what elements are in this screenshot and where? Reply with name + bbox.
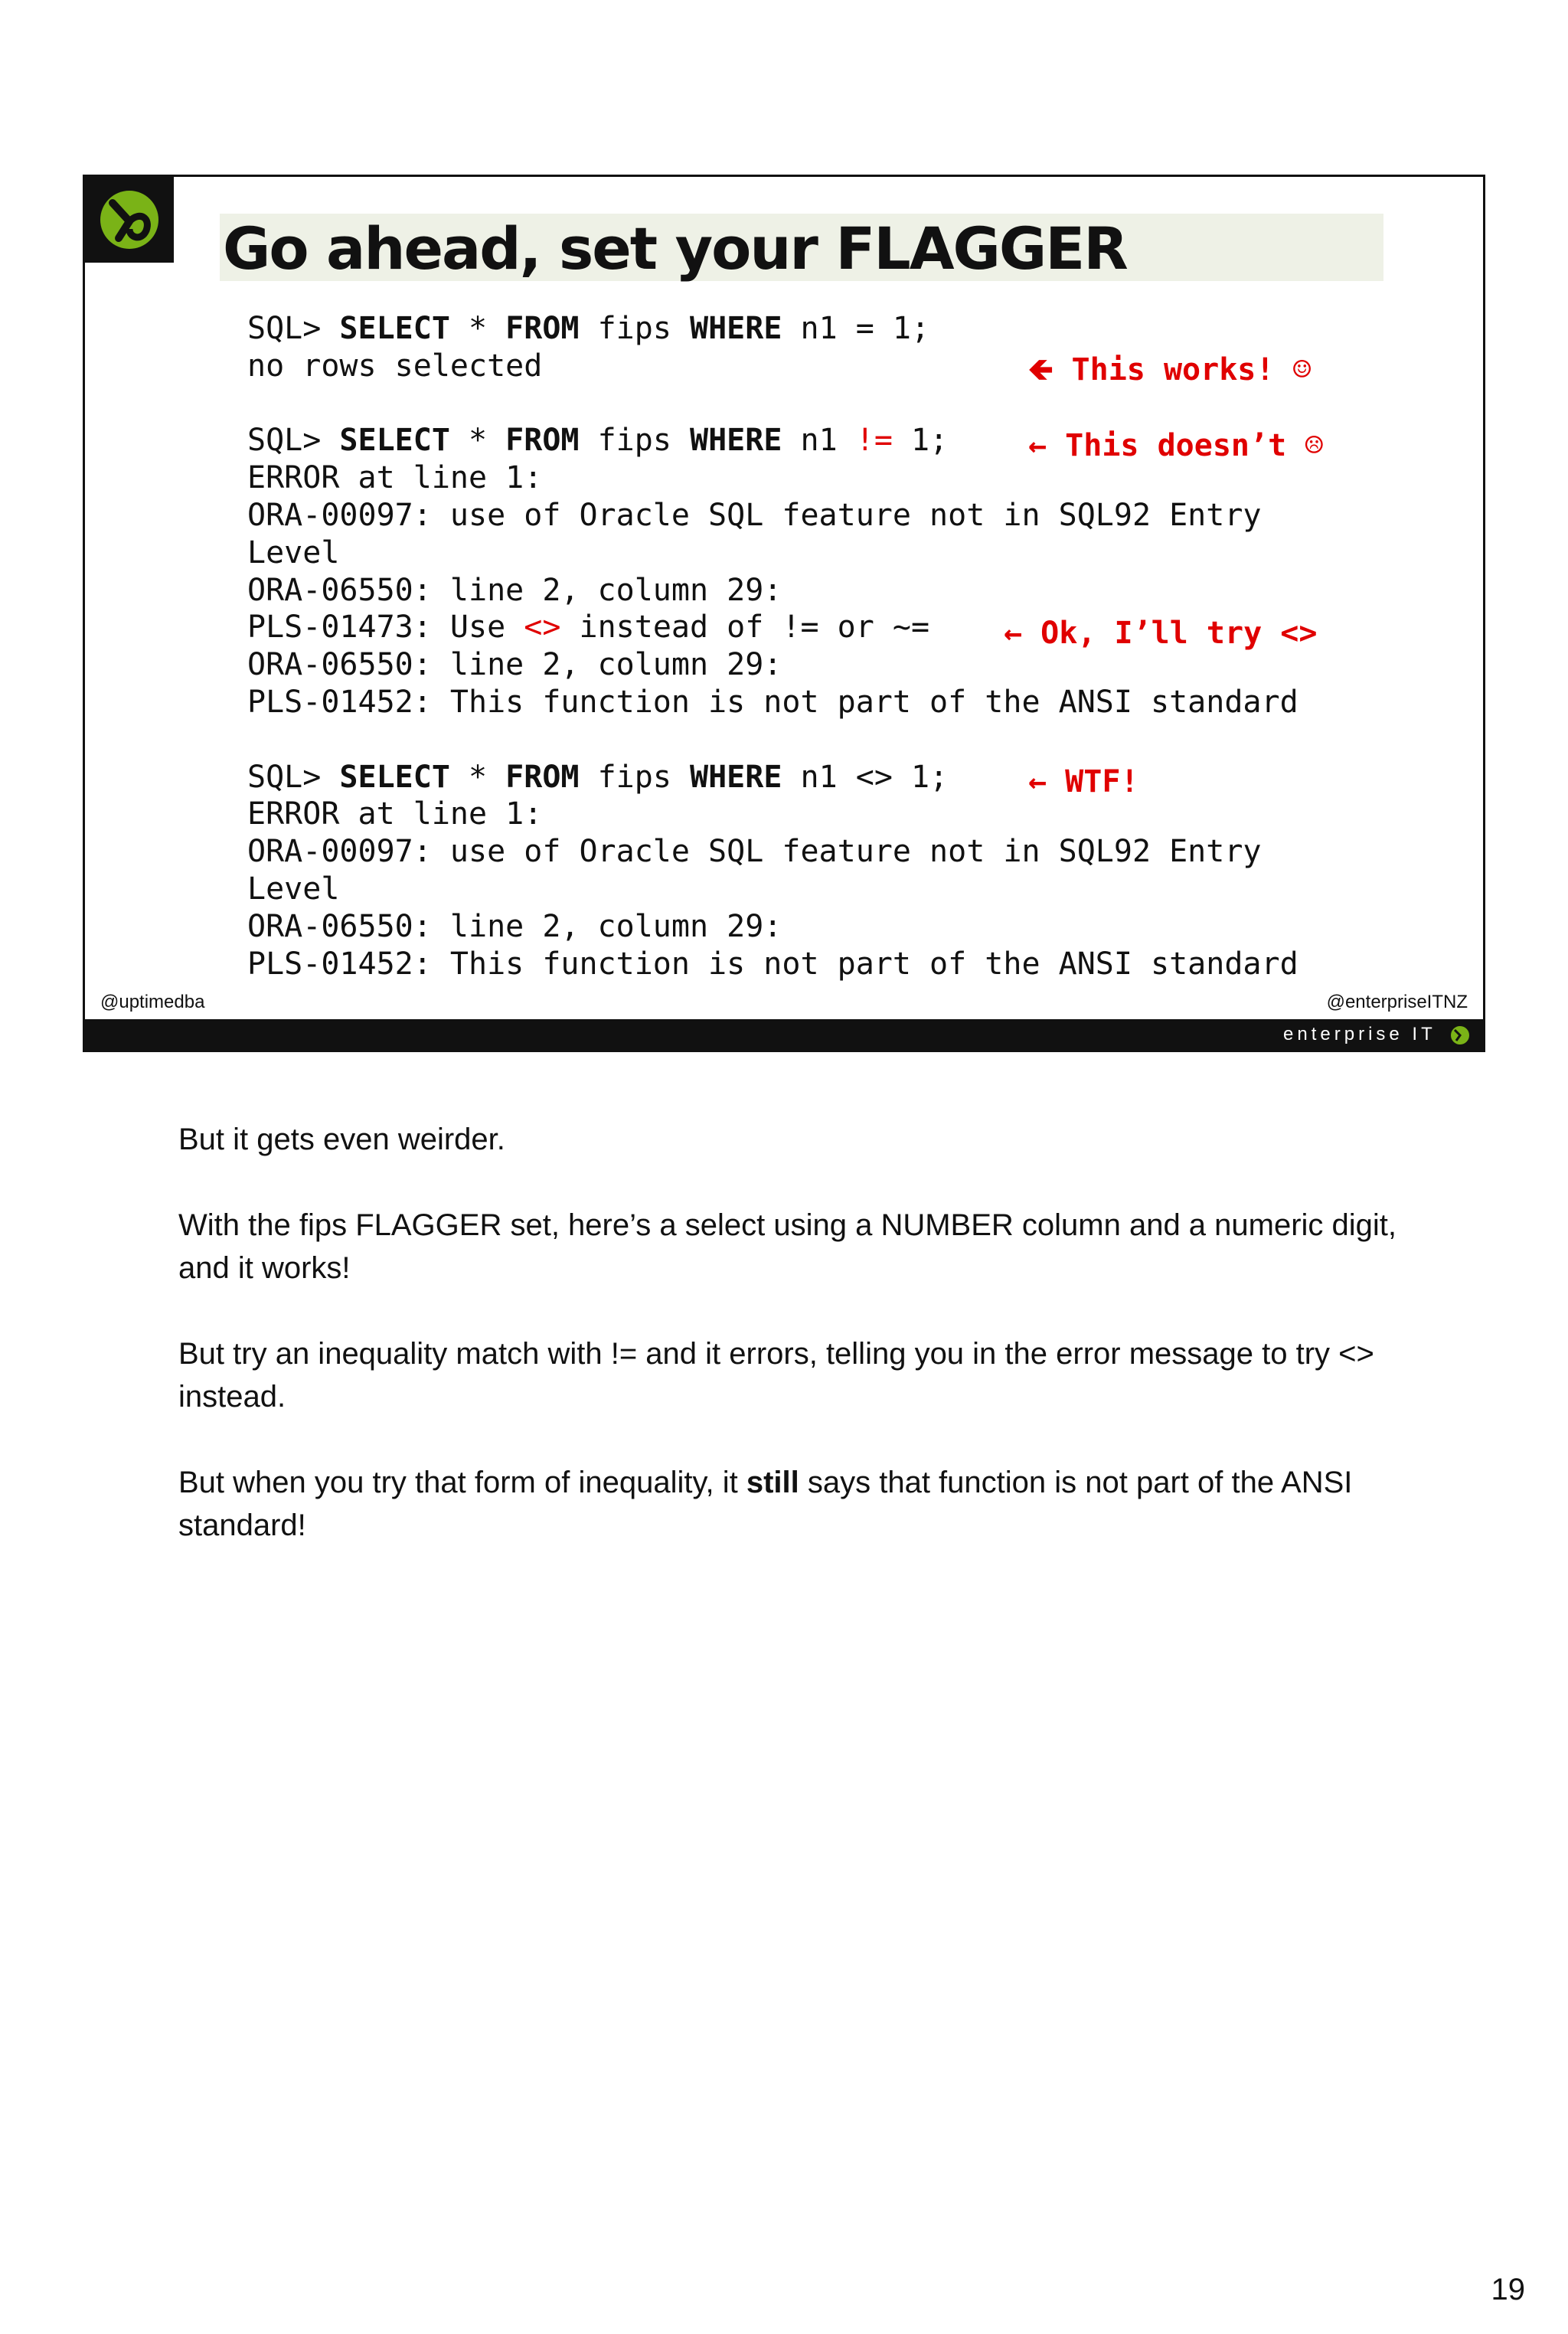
code-line xyxy=(247,759,1298,796)
code-token: SELECT xyxy=(339,759,450,795)
code-line xyxy=(247,572,1298,610)
notes-paragraph-1: But it gets even weirder. xyxy=(178,1123,505,1156)
speaker-notes xyxy=(178,1118,1419,1590)
code-token: PLS-01452: This function is not part of the ANSI standard xyxy=(247,684,1298,720)
notes-paragraph-4 xyxy=(178,1461,1419,1547)
annotation-ok-try: ← Ok, I’ll try <> xyxy=(1004,616,1318,651)
code-token: n1 xyxy=(782,423,856,459)
code-token: FROM xyxy=(505,759,580,795)
code-token: ORA-06550: line 2, column 29: xyxy=(247,572,782,608)
code-token: * xyxy=(449,311,506,346)
annotation-works: 🡸 This works! ☺ xyxy=(1028,352,1312,387)
logo-icon xyxy=(96,188,163,252)
code-line xyxy=(247,684,1298,721)
code-token: SELECT xyxy=(339,311,450,346)
code-token: instead of != or ~= xyxy=(560,610,930,646)
code-token: SQL> xyxy=(247,423,340,459)
code-line xyxy=(247,908,1298,946)
code-token: WHERE xyxy=(690,423,782,459)
code-token: FROM xyxy=(505,423,580,459)
code-token: ORA-00097: use of Oracle SQL feature not in SQL92 Entry xyxy=(247,497,1262,533)
code-token: Level xyxy=(247,871,340,907)
annotation-doesnt: ← This doesn’t ☹ xyxy=(1028,428,1324,463)
logo xyxy=(85,177,174,263)
code-token: SQL> xyxy=(247,759,340,795)
code-token: ORA-00097: use of Oracle SQL feature not in SQL92 Entry xyxy=(247,834,1262,870)
code-token: <> xyxy=(524,610,561,646)
notes-p4-after: says that function is not part of the ANSI standard! xyxy=(178,1466,1353,1542)
footer-brand xyxy=(1283,1022,1471,1047)
code-token: fips xyxy=(579,759,690,795)
annotation-wtf: ← WTF! xyxy=(1028,764,1139,799)
code-token: * xyxy=(449,759,506,795)
code-token: n1 <> 1; xyxy=(782,759,949,795)
code-line xyxy=(247,534,1298,572)
handle-left: @uptimedba xyxy=(100,992,205,1012)
code-token: SQL> xyxy=(247,311,340,346)
code-token: 1; xyxy=(892,423,949,459)
code-line xyxy=(247,385,1298,423)
code-token: * xyxy=(449,423,506,459)
handle-right: @enterpriseITNZ xyxy=(1326,992,1468,1012)
code-token: SELECT xyxy=(339,423,450,459)
code-line xyxy=(247,833,1298,871)
code-token: ERROR at line 1: xyxy=(247,796,543,832)
slide-title: Go ahead, set your FLAGGER xyxy=(223,214,1127,283)
code-token: ORA-06550: line 2, column 29: xyxy=(247,908,782,944)
code-token: fips xyxy=(579,311,690,346)
footer-brand-text: enterprise IT xyxy=(1283,1024,1436,1044)
code-token: ORA-06550: line 2, column 29: xyxy=(247,647,782,683)
code-line xyxy=(247,497,1298,534)
page-number: 19 xyxy=(1491,2273,1525,2306)
notes-paragraph-2: With the fips FLAGGER set, here’s a select using a NUMBER column and a numeric digit, and it works! xyxy=(178,1208,1397,1285)
code-token: WHERE xyxy=(690,311,782,346)
code-token: Level xyxy=(247,534,340,570)
code-line xyxy=(247,646,1298,684)
code-token: != xyxy=(855,423,893,459)
code-line xyxy=(247,721,1298,759)
footer-bar xyxy=(85,1019,1483,1050)
code-token: FROM xyxy=(505,311,580,346)
code-token: WHERE xyxy=(690,759,782,795)
code-token: no rows selected xyxy=(247,348,543,384)
code-token: n1 = 1; xyxy=(782,311,930,346)
footer-logo-icon xyxy=(1449,1025,1471,1046)
code-token: PLS-01452: This function is not part of the ANSI standard xyxy=(247,946,1298,982)
notes-paragraph-3: But try an inequality match with != and it errors, telling you in the error message to try <> instead. xyxy=(178,1337,1374,1414)
code-token: ERROR at line 1: xyxy=(247,460,543,496)
code-line xyxy=(247,459,1298,497)
slide-frame xyxy=(83,175,1485,1052)
code-token: fips xyxy=(579,423,690,459)
notes-p4-bold: still xyxy=(746,1466,799,1499)
notes-p4-before: But when you try that form of inequality, it xyxy=(178,1466,746,1499)
code-line xyxy=(247,871,1298,908)
code-token: PLS-01473: Use xyxy=(247,610,524,646)
code-line xyxy=(247,796,1298,833)
code-line xyxy=(247,310,1298,348)
code-line xyxy=(247,946,1298,983)
